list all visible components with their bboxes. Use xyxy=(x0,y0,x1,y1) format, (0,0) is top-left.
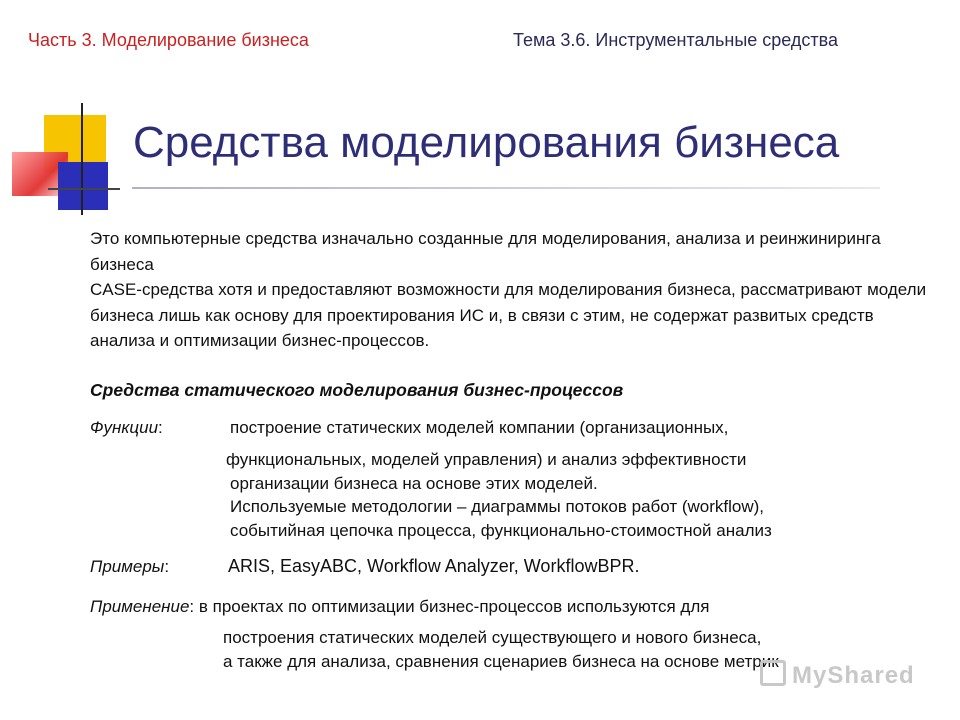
functions-line: построение статических моделей компании (организационных, xyxy=(230,418,729,437)
watermark-text: MyShared xyxy=(792,662,915,689)
functions-label-row: Функции: xyxy=(90,418,163,437)
functions-continuation xyxy=(226,448,772,542)
header-part: Часть 3. Моделирование бизнеса xyxy=(28,30,309,50)
logo-blue-square xyxy=(58,162,108,210)
functions-line: Используемые методологии – диаграммы потоков работ (workflow), xyxy=(230,497,765,516)
header-topic: Тема 3.6. Инструментальные средства xyxy=(513,30,839,50)
functions-line: событийная цепочка процесса, функционально-стоимостной анализ xyxy=(230,520,772,540)
decorative-logo xyxy=(0,95,140,225)
examples-text: ARIS, EasyABC, Workflow Analyzer, WorkflowBPR. xyxy=(228,556,640,576)
intro-text xyxy=(90,226,930,354)
intro-paragraph: Это компьютерные средства изначально созданные для моделирования, анализа и реинжиниринга бизнеса xyxy=(90,229,881,274)
slide-title: Средства моделирования бизнеса xyxy=(133,118,840,167)
functions-line: организации бизнеса на основе этих моделей. xyxy=(230,473,598,493)
logo-vertical-line xyxy=(81,103,83,215)
application-line: построения статических моделей существующего и нового бизнеса, xyxy=(223,628,762,647)
application-row: Применение: в проектах по оптимизации бизнес-процессов используются для xyxy=(90,597,710,616)
application-continuation xyxy=(223,626,779,673)
application-line: в проектах по оптимизации бизнес-процессов используются для xyxy=(198,597,710,616)
watermark-icon xyxy=(760,660,786,686)
application-label: Применение xyxy=(90,597,190,616)
functions-label: Функции xyxy=(90,418,159,437)
title-divider xyxy=(132,187,880,189)
section-heading: Средства статического моделирования бизнес-процессов xyxy=(90,380,624,400)
application-line: а также для анализа, сравнения сценариев бизнеса на основе метрик xyxy=(223,651,779,671)
logo-horizontal-line xyxy=(48,188,120,190)
functions-line: функциональных, моделей управления) и анализ эффективности xyxy=(226,450,747,469)
watermark xyxy=(760,660,915,690)
examples-label-row: Примеры: xyxy=(90,557,170,576)
examples-label: Примеры xyxy=(90,557,165,576)
intro-paragraph: CASE-средства хотя и предоставляют возможности для моделирования бизнеса, рассматривают модели бизнеса лишь как основу для проектирования ИС и, в связи с этим, не содержат развитых средств анализа и оптимизации бизнес-процессов. xyxy=(90,280,927,350)
